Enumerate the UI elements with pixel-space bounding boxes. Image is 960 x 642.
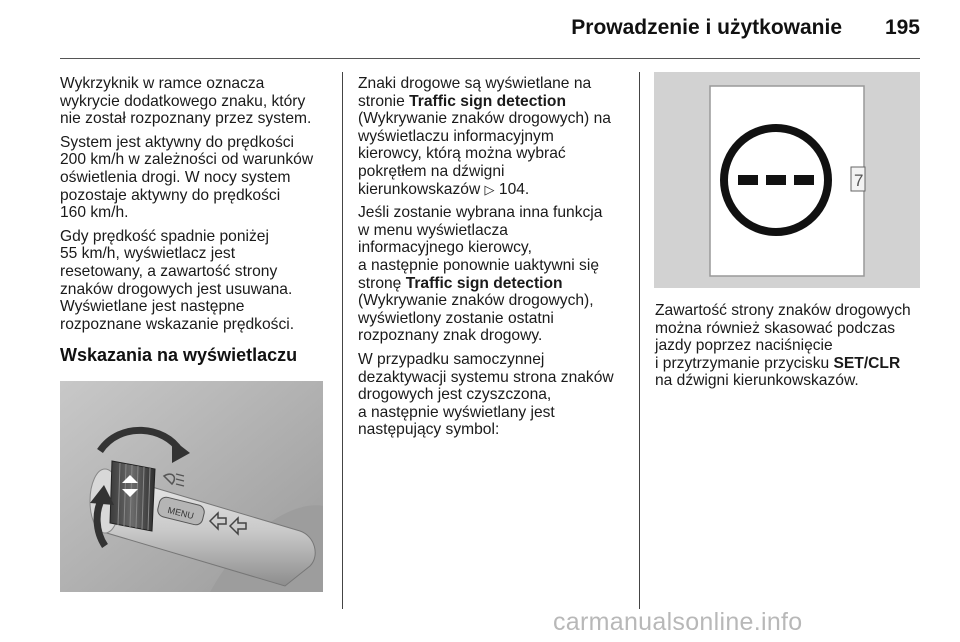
button-name: SET/CLR [833, 354, 901, 372]
watermark: carmanualsonline.info [553, 608, 803, 636]
paragraph: Znaki drogowe są wyświetlane na stronie Traffic sign detection (Wykrywanie znaków drogowych) na wyświetlaczu informacyjnym kierowcy, którą można wybrać pokrętłem na dźwigni kierunkowskazów ▷ 104. [358, 75, 611, 198]
paragraph: Zawartość strony znaków drogowych można również skasować podczas jazdy poprzez naciśnięcie i przytrzymanie przycisku SET/CLR na dźwigni kierunkowskazów. [655, 302, 911, 390]
page-number: 195 [884, 16, 920, 39]
text-column-2 [358, 75, 638, 445]
paragraph: Jeśli zostanie wybrana inna funkcja w menu wyświetlacza informacyjnego kierowcy, a następnie ponownie uaktywni się stronę Traffic sign detection (Wykrywanie znaków drogowych), wyświetlony zostanie ostatni rozpoznany znak drogowy. [358, 204, 603, 345]
paragraph: System jest aktywny do prędkości 200 km/h w zależności od warunków oświetlenia drogi. W nocy system pozostaje aktywny do prędkości 160 km/h. [60, 133, 314, 222]
text-column-3 [655, 302, 940, 396]
menu-page-name: Traffic sign detection [405, 274, 563, 292]
sign-label: 7 [854, 171, 864, 190]
paragraph: W przypadku samoczynnej dezaktywacji systemu strona znaków drogowych jest czyszczona, a następnie wyświetlany jest następujący symbol: [358, 350, 614, 439]
paragraph: Gdy prędkość spadnie poniżej 55 km/h, wyświetlacz jest resetowany, a zawartość strony znaków drogowych jest usuwana. Wyświetlane jest następne rozpoznane wskazanie prędkości. [60, 227, 295, 333]
turn-signal-lever-illustration [60, 381, 323, 592]
section-heading: Wskazania na wyświetlaczu [60, 345, 298, 366]
header-divider [60, 58, 920, 59]
page-reference: 104. [498, 180, 530, 198]
paragraph: Wykrzyknik w ramce oznacza wykrycie dodatkowego znaku, który nie został rozpoznany przez system. [60, 75, 312, 128]
column-divider-1 [342, 72, 343, 609]
column-divider-2 [639, 72, 640, 609]
page-ref-arrow-icon: ▷ [484, 181, 495, 197]
menu-page-name: Traffic sign detection [409, 92, 566, 110]
header-title: Prowadzenie i użytkowanie [571, 16, 842, 39]
text-column-1 [60, 75, 335, 365]
page-header [0, 0, 960, 62]
cleared-sign-illustration [654, 72, 920, 288]
cleared-sign-figure [654, 72, 920, 288]
menu-button-label: MENU [166, 504, 195, 522]
turn-signal-lever-figure [60, 381, 323, 592]
